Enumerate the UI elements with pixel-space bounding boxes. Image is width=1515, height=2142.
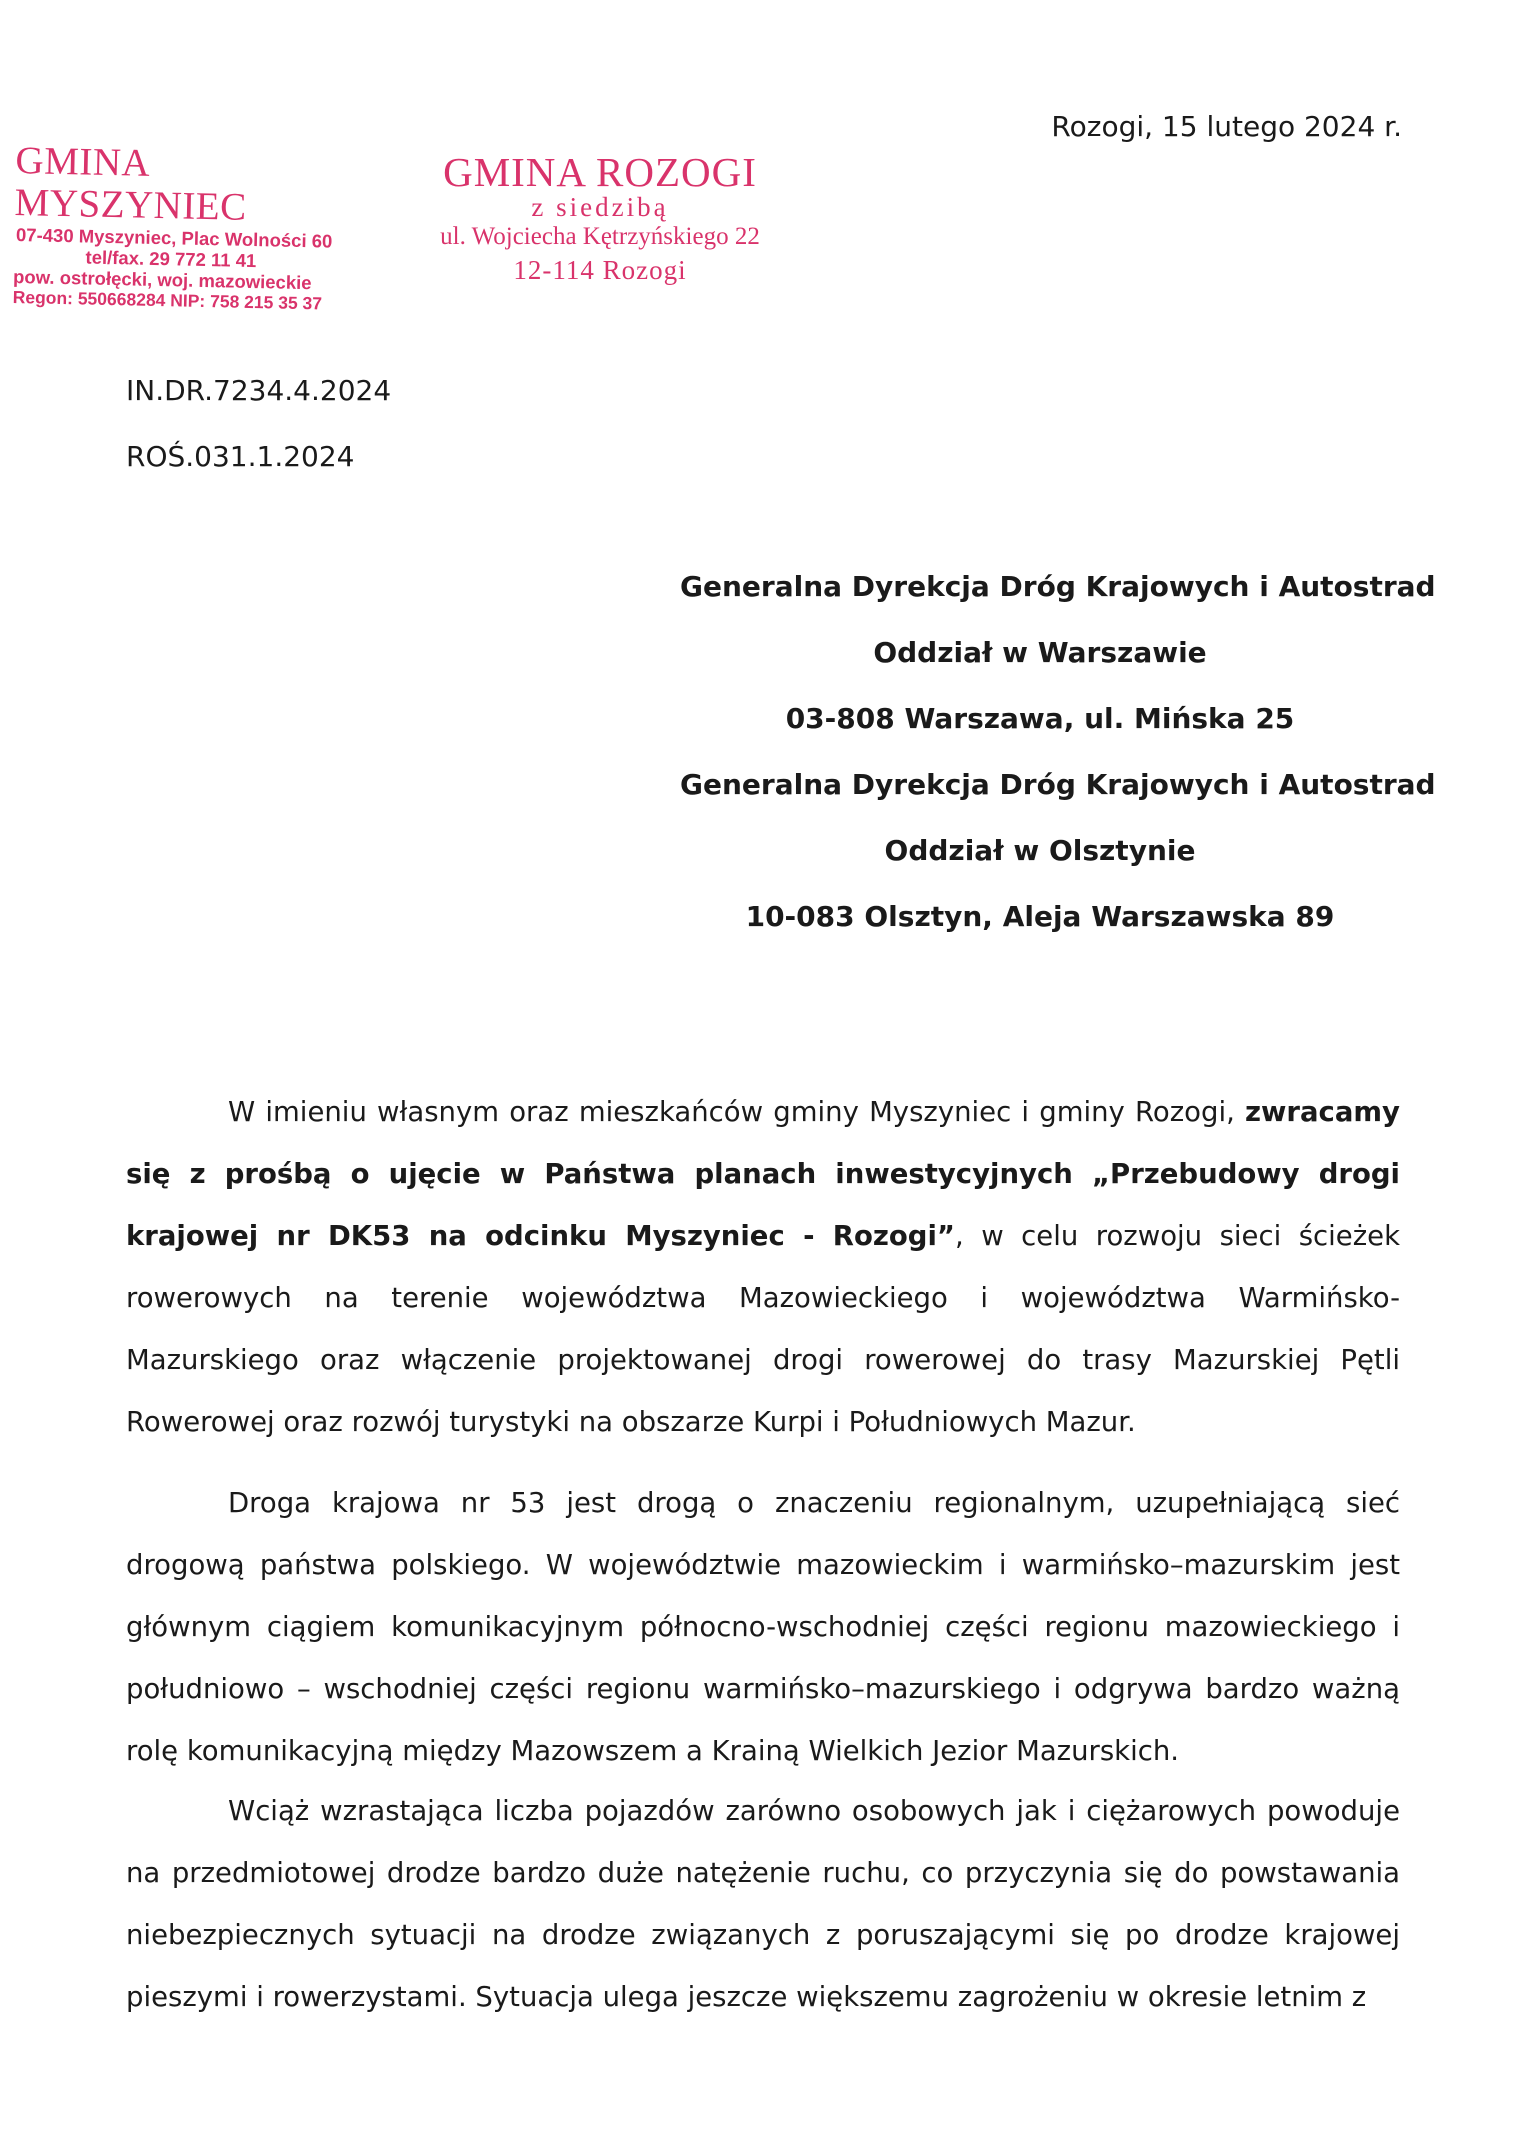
recipient-line: 03-808 Warszawa, ul. Mińska 25 — [785, 702, 1295, 735]
letter-date: Rozogi, 15 lutego 2024 r. — [1051, 110, 1402, 143]
stamp-regon-line: Regon: 550668284 NIP: 758 215 35 37 — [12, 286, 323, 314]
recipient-line: Oddział w Warszawie — [873, 636, 1207, 669]
stamp-phone-line: tel/fax. 29 772 11 41 — [85, 246, 257, 272]
stamp-gmina-myszyniec — [12, 140, 375, 316]
recipient-line: 10-083 Olsztyn, Aleja Warszawska 89 — [745, 900, 1335, 933]
recipient-line: Generalna Dyrekcja Dróg Krajowych i Autostrad — [680, 570, 1436, 603]
stamp-title: GMINA ROZOGI — [443, 149, 757, 195]
paragraph-text: Wciąż wzrastająca liczba pojazdów zarówno osobowych jak i ciężarowych powoduje na przedmiotowej drodze bardzo duże natężenie ruchu, co przyczynia się do powstawania niebezpiecznych sytuacji na drodze związanych z poruszającymi się po drodze krajowej pieszymi i rowerzystami. Sytuacja ulega jeszcze większemu zagrożeniu w okresie letnim z — [126, 1795, 1400, 2013]
recipient-line: Generalna Dyrekcja Dróg Krajowych i Autostrad — [680, 768, 1436, 801]
reference-number: IN.DR.7234.4.2024 — [126, 374, 392, 407]
stamp-gmina-rozogi — [410, 150, 790, 287]
stamp-subtitle: z siedzibą — [531, 192, 669, 222]
stamp-address: ul. Wojciecha Kętrzyńskiego 22 — [440, 223, 760, 250]
paragraph-text-normal: , w celu rozwoju sieci ścieżek rowerowych na terenie województwa Mazowieckiego i województwa Warmińsko-Mazurskiego oraz włączenie projektowanej drogi rowerowej do trasy Mazurskiej Pętli Rowerowej oraz rozwój turystyki na obszarze Kurpi i Południowych Mazur. — [126, 1220, 1401, 1438]
recipient-address-block — [680, 565, 1436, 961]
paragraph-text — [126, 1081, 1400, 1453]
body-paragraph-3 — [126, 1780, 1400, 2028]
body-paragraph-2 — [126, 1472, 1400, 1782]
paragraph-text: Droga krajowa nr 53 jest drogą o znaczeniu regionalnym, uzupełniającą sieć drogową państwa polskiego. W województwie mazowieckim i warmińsko–mazurskim jest głównym ciągiem komunikacyjnym północno-wschodniej części regionu mazowieckiego i południowo – wschodniej części regionu warmińsko–mazurskiego i odgrywa bardzo ważną rolę komunikacyjną między Mazowszem a Krainą Wielkich Jezior Mazurskich. — [126, 1487, 1400, 1767]
recipient-line: Oddział w Olsztynie — [884, 834, 1196, 867]
body-paragraph-1 — [126, 1081, 1400, 1453]
stamp-city: 12-114 Rozogi — [513, 255, 687, 285]
paragraph-text-bold: zwracamy się z prośbą o ujęcie w Państwa planach inwestycyjnych „Przebudowy drogi krajowej nr DK53 na odcinku Myszyniec - Rozogi” — [126, 1096, 1400, 1252]
stamp-title: GMINA MYSZYNIEC — [14, 139, 248, 229]
paragraph-text-normal: W imieniu własnym oraz mieszkańców gminy Myszyniec i gminy Rozogi, — [228, 1096, 1246, 1128]
stamp-region-line: pow. ostrołęcki, woj. mazowieckie — [12, 265, 312, 294]
stamp-address-line: 07-430 Myszyniec, Plac Wolności 60 — [15, 224, 333, 252]
reference-number: ROŚ.031.1.2024 — [126, 440, 355, 473]
